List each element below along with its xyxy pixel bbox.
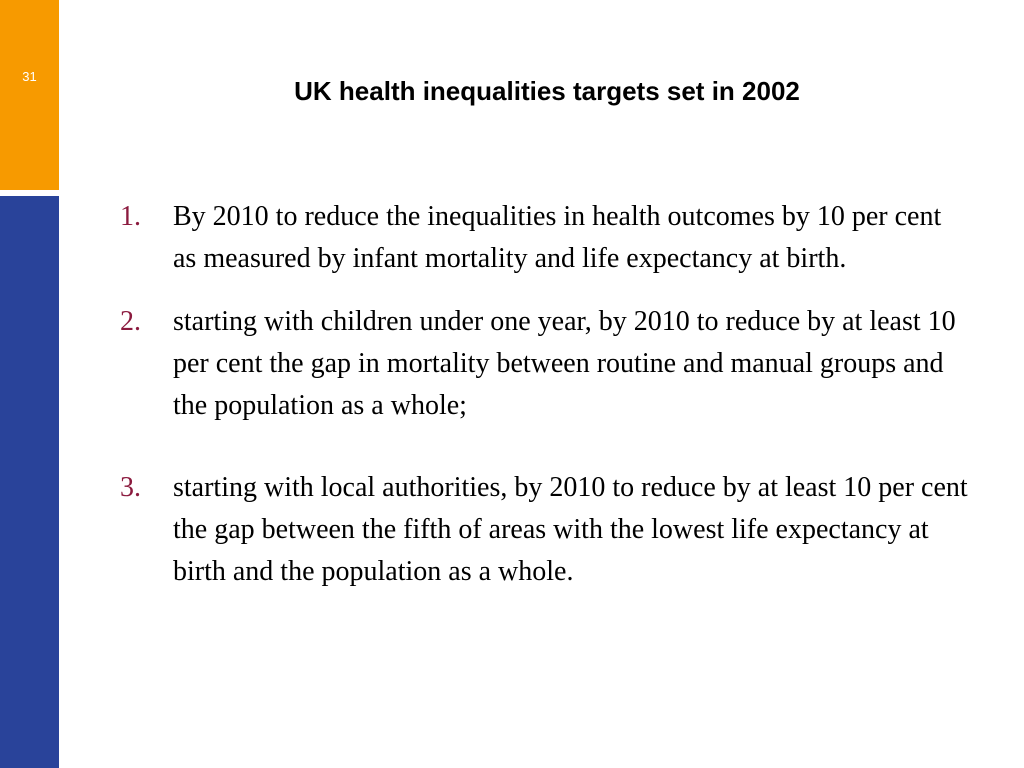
sidebar-accent-blue <box>0 196 59 768</box>
sidebar-accent-orange <box>0 0 59 190</box>
list-item <box>120 301 970 427</box>
list-item-number: 1. <box>120 201 141 232</box>
list-item-text: By 2010 to reduce the inequalities in health outcomes by 10 per cent as measured by infant mortality and life expectancy at birth. <box>173 201 942 274</box>
list-item-text: starting with local authorities, by 2010 to reduce by at least 10 per cent the gap between the fifth of areas with the lowest life expectancy at birth and the population as a whole. <box>173 472 968 587</box>
slide-title: UK health inequalities targets set in 2002 <box>294 76 800 106</box>
list-item-number: 3. <box>120 472 141 503</box>
list-item <box>120 196 970 280</box>
slide-number: 31 <box>22 69 37 84</box>
list-item-number: 2. <box>120 306 141 337</box>
list-item-text: starting with children under one year, by 2010 to reduce by at least 10 per cent the gap in mortality between routine and manual groups and the population as a whole; <box>173 306 956 421</box>
targets-list <box>120 196 970 593</box>
list-item <box>120 467 970 593</box>
